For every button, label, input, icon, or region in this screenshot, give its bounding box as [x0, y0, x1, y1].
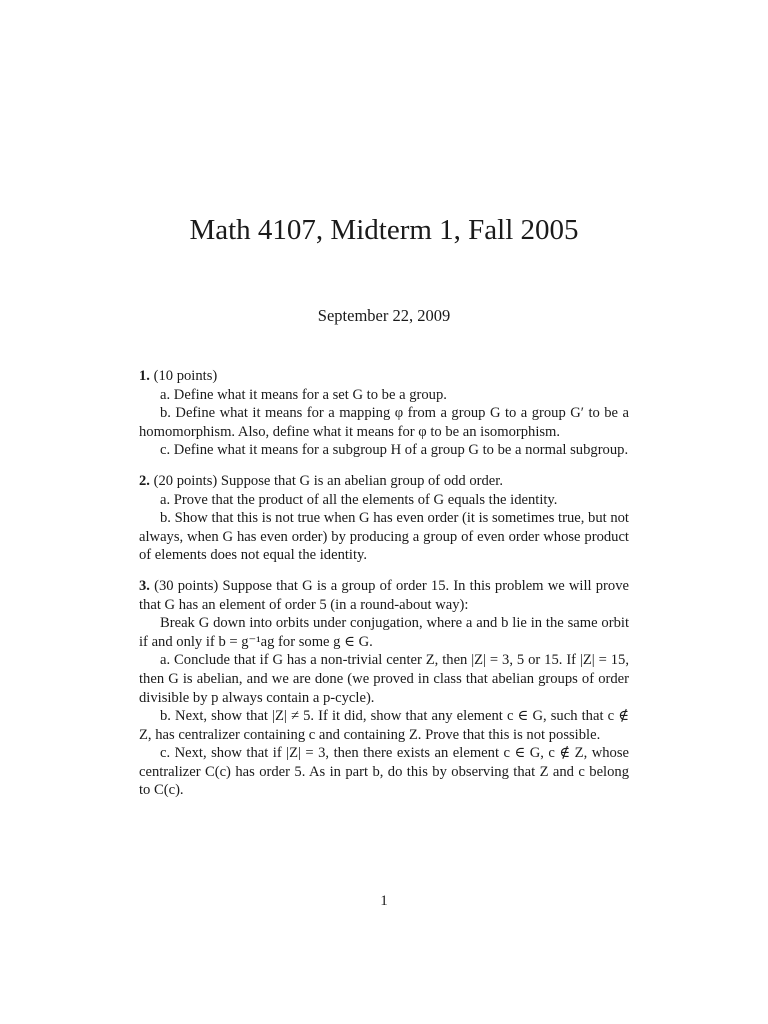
problem-number: 3. — [139, 577, 150, 594]
problem-part: a. Conclude that if G has a non-trivial center Z, then |Z| = 3, 5 or 15. If |Z| = 15, then G is abelian, and we are done (we proved in class that abelian groups of order divisible by p always contain a p-cycle). — [139, 652, 629, 706]
problem-text: (20 points) Suppose that G is an abelian group of odd order. — [153, 472, 503, 489]
problem-number: 1. — [139, 368, 150, 384]
problem-text: (10 points) — [153, 368, 218, 384]
exam-date: September 22, 2009 — [317, 306, 451, 325]
problem-part: b. Define what it means for a mapping φ from a group G to a group G′ to be a homomorphism. Also, define what it means for φ to be an isomorphism. — [139, 405, 629, 440]
problem-part: b. Show that this is not true when G has even order (it is sometimes true, but not always, when G has even order) by producing a group of even order whose product of elements does not equal the identity. — [139, 510, 629, 564]
problem-part: c. Next, show that if |Z| = 3, then there exists an element c ∈ G, c ∉ Z, whose centralizer C(c) has order 5. As in part b, do this by observing that Z and c belong to C(c). — [139, 745, 629, 799]
problem-heading — [139, 577, 629, 614]
problem-number: 2. — [139, 472, 150, 489]
problem-part: a. Prove that the product of all the elements of G equals the identity. — [160, 491, 558, 508]
problem-text: (30 points) Suppose that G is a group of order 15. In this problem we will prove that G has an element of order 5 (in a round-about way): — [139, 577, 629, 613]
problem-1 — [139, 367, 629, 460]
page-title: Math 4107, Midterm 1, Fall 2005 — [189, 214, 579, 246]
problem-3 — [139, 577, 629, 800]
problem-paragraph: Break G down into orbits under conjugation, where a and b lie in the same orbit if and only if b = g⁻¹ag for some g ∈ G. — [139, 615, 629, 650]
problem-part: b. Next, show that |Z| ≠ 5. If it did, show that any element c ∈ G, such that c ∉ Z, has centralizer containing c and containing Z. Prove that this is not possible. — [139, 708, 629, 743]
problem-heading — [139, 472, 629, 491]
problem-part: c. Define what it means for a subgroup H of a group G to be a normal subgroup. — [160, 442, 629, 459]
problem-heading — [139, 367, 629, 386]
problem-2 — [139, 472, 629, 565]
problem-list — [139, 367, 629, 812]
problem-part: a. Define what it means for a set G to be a group. — [160, 386, 447, 403]
page-number: 1 — [380, 893, 388, 909]
